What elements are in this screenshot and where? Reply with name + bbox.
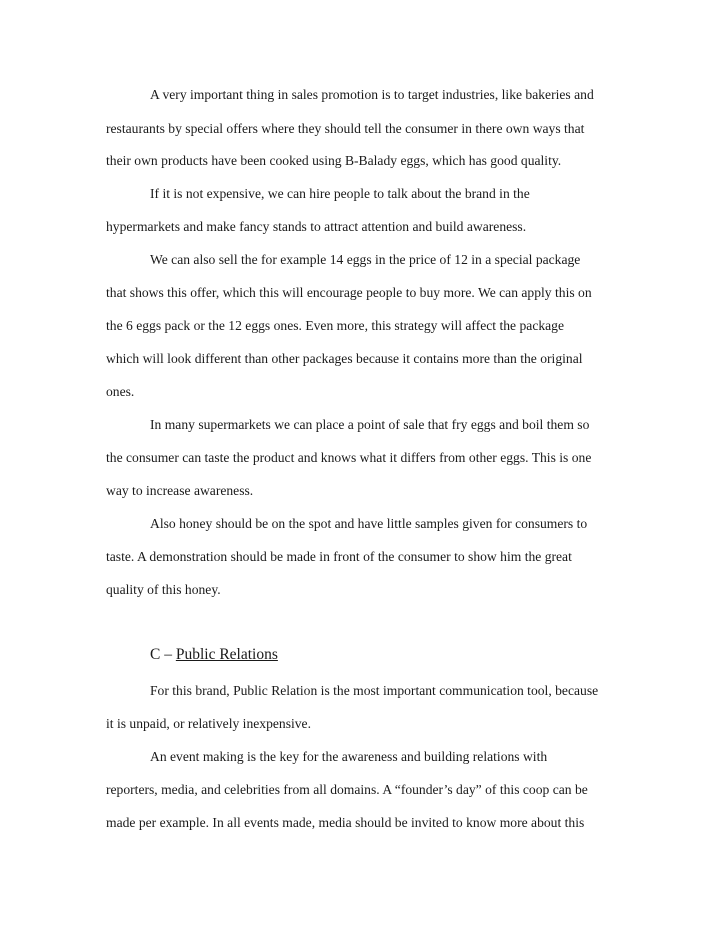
paragraph-line: taste. A demonstration should be made in front of the consumer to show him the great bbox=[106, 549, 572, 564]
paragraph-line: the 6 eggs pack or the 12 eggs ones. Even more, this strategy will affect the package bbox=[106, 318, 565, 333]
paragraph-line: it is unpaid, or relatively inexpensive. bbox=[106, 716, 311, 731]
paragraph-line: way to increase awareness. bbox=[106, 483, 254, 498]
paragraph-line: their own products have been cooked using B-Balady eggs, which has good quality. bbox=[106, 153, 562, 168]
paragraph-line: the consumer can taste the product and knows what it differs from other eggs. This is one bbox=[106, 450, 592, 465]
paragraph-line: An event making is the key for the awareness and building relations with bbox=[150, 749, 548, 764]
paragraph-line: In many supermarkets we can place a point of sale that fry eggs and boil them so bbox=[150, 417, 590, 432]
section-title: Public Relations bbox=[175, 646, 278, 663]
paragraph-line: If it is not expensive, we can hire people to talk about the brand in the bbox=[150, 186, 530, 201]
paragraph-line: We can also sell the for example 14 eggs in the price of 12 in a special package bbox=[150, 252, 581, 267]
paragraph-line: reporters, media, and celebrities from all domains. A “founder’s day” of this coop can be bbox=[106, 782, 588, 797]
paragraph-line: Also honey should be on the spot and have little samples given for consumers to bbox=[150, 516, 588, 531]
paragraph-line: which will look different than other packages because it contains more than the original bbox=[106, 351, 583, 366]
paragraph-line: A very important thing in sales promotion is to target industries, like bakeries and bbox=[150, 87, 594, 102]
paragraph-line: ones. bbox=[106, 384, 135, 399]
paragraph-line: quality of this honey. bbox=[106, 582, 221, 597]
paragraph-line: hypermarkets and make fancy stands to attract attention and build awareness. bbox=[106, 219, 527, 234]
paragraph-line: For this brand, Public Relation is the most important communication tool, because bbox=[150, 683, 599, 698]
paragraph-line: that shows this offer, which this will encourage people to buy more. We can apply this on bbox=[106, 285, 592, 300]
section-prefix: C – bbox=[150, 646, 176, 663]
paragraph-line: restaurants by special offers where they should tell the consumer in there own ways that bbox=[106, 121, 585, 136]
paragraph-line: made per example. In all events made, media should be invited to know more about this bbox=[106, 815, 585, 830]
section-heading bbox=[150, 645, 278, 665]
